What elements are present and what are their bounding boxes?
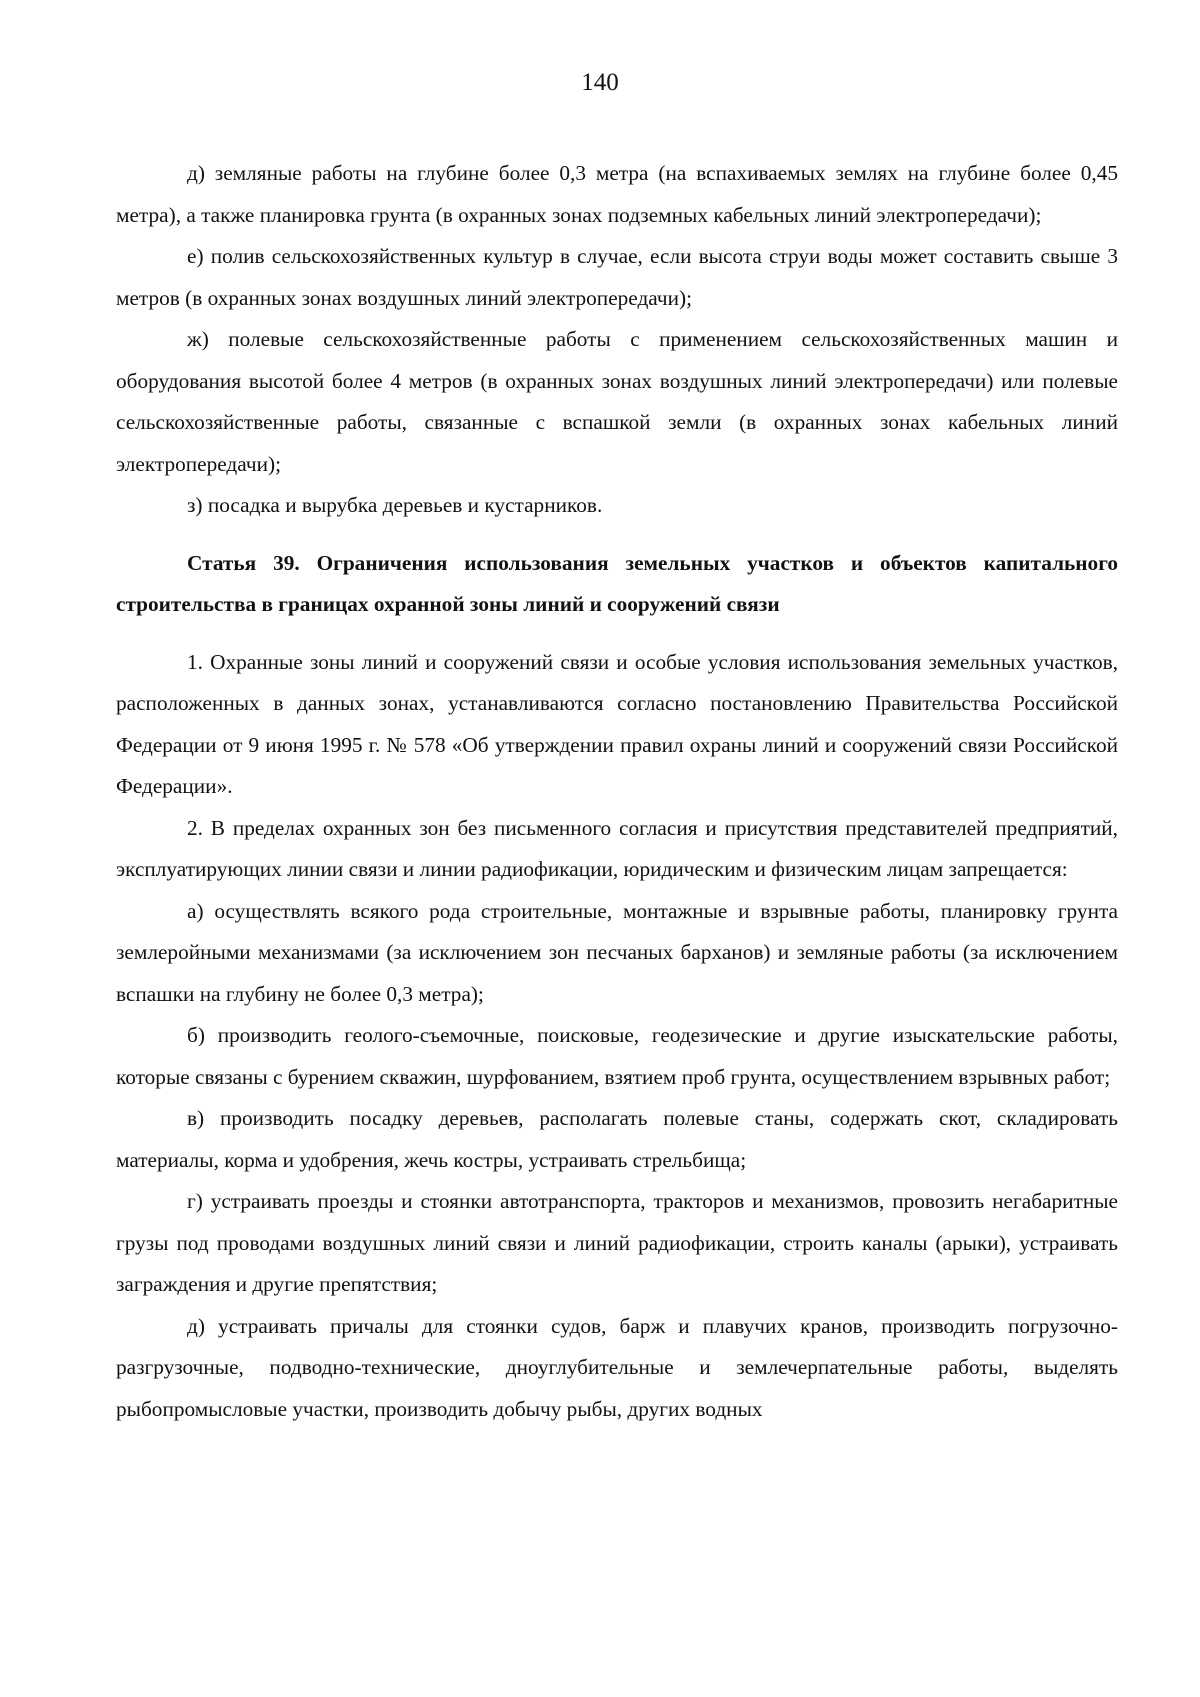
document-body — [116, 153, 1118, 1430]
paragraph-g-driveways: г) устраивать проезды и стоянки автотранспорта, тракторов и механизмов, провозить негабаритные грузы под проводами воздушных линий связи и линий радиофикации, строить каналы (арыки), устраивать заграждения и другие препятствия; — [116, 1189, 1118, 1296]
article-39-heading: Статья 39. Ограничения использования земельных участков и объектов капитального строительства в границах охранной зоны линий и сооружений связи — [116, 550, 1118, 616]
paragraph-v-planting: в) производить посадку деревьев, располагать полевые станы, содержать скот, складировать материалы, корма и удобрения, жечь костры, устраивать стрельбища; — [116, 1106, 1118, 1172]
paragraph-zh-field-works: ж) полевые сельскохозяйственные работы с применением сельскохозяйственных машин и оборудования высотой более 4 метров (в охранных зонах воздушных линий электропередачи) или полевые сельскохозяйственные работы, связанные с вспашкой земли (в охранных зонах кабельных линий электропередачи); — [116, 327, 1118, 476]
page-number: 140 — [581, 69, 619, 96]
paragraph-a-construction: а) осуществлять всякого рода строительные, монтажные и взрывные работы, планировку грунта землеройными механизмами (за исключением зон песчаных барханов) и земляные работы (за исключением вспашки на глубину не более 0,3 метра); — [116, 898, 1118, 1006]
paragraph-d-moorings: д) устраивать причалы для стоянки судов, барж и плавучих кранов, производить погрузочно-разгрузочные, подводно-технические, дноуглубительные и землечерпательные работы, выделять рыбопромысловые участки, производить добычу рыбы, других водных — [116, 1313, 1118, 1421]
paragraph-e-irrigation: е) полив сельскохозяйственных культур в случае, если высота струи воды может составить свыше 3 метров (в охранных зонах воздушных линий электропередачи); — [116, 244, 1118, 310]
paragraph-2-prohibitions: 2. В пределах охранных зон без письменного согласия и присутствия представителей предприятий, эксплуатирующих линии связи и линии радиофикации, юридическим и физическим лицам запрещается: — [116, 815, 1118, 881]
paragraph-d-earthworks: д) земляные работы на глубине более 0,3 метра (на вспахиваемых землях на глубине более 0,45 метра), а также планировка грунта (в охранных зонах подземных кабельных линий электропередачи); — [116, 161, 1118, 227]
paragraph-z-planting: з) посадка и вырубка деревьев и кустарников. — [187, 493, 603, 517]
paragraph-1-protection-zones: 1. Охранные зоны линий и сооружений связи и особые условия использования земельных участков, расположенных в данных зонах, устанавливаются согласно постановлению Правительства Российской Федерации от 9 июня 1995 г. № 578 «Об утверждении правил охраны линий и сооружений связи Российской Федерации». — [116, 649, 1118, 798]
paragraph-b-survey: б) производить геолого-съемочные, поисковые, геодезические и другие изыскательские работы, которые связаны с бурением скважин, шурфованием, взятием проб грунта, осуществлением взрывных работ; — [116, 1023, 1118, 1089]
